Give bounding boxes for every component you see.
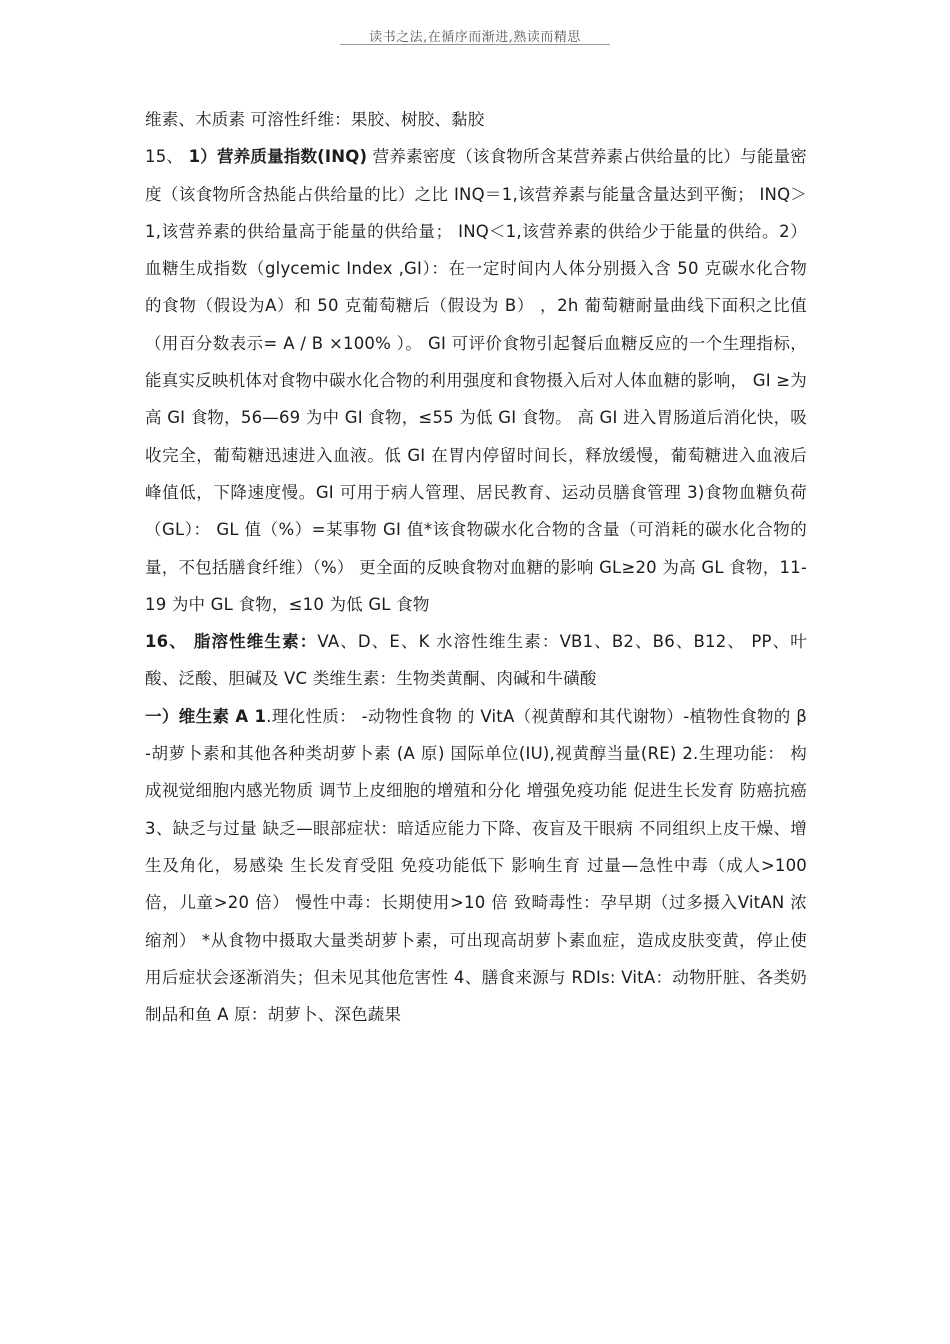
page-header-motto: 读书之法,在循序而渐进,熟读而精思 <box>369 30 581 45</box>
fat-soluble-heading: 16、 脂溶性维生素： <box>145 632 318 652</box>
paragraph-fiber <box>145 101 807 138</box>
paragraph-16-vitamins <box>145 623 807 698</box>
document-body <box>145 101 807 1033</box>
paragraph-vitamin-a <box>145 698 807 1034</box>
inq-gi-gl-text: 营养素密度（该食物所含某营养素占供给量的比）与能量密度（该食物所含热能占供给量的比）之比 INQ＝1,该营养素与能量含量达到平衡； INQ＞1,该营养素的供给量高于能量的供给量； INQ＜1,该营养素的供给少于能量的供给。2）血糖生成指数（glycemic Index ,GI）：在一定时间内人体分别摄入含 50 克碳水化合物的食物（假设为A）和 50 克葡萄糖后（假设为 B） ，2h 葡萄糖耐量曲线下面积之比值（用百分数表示= A / B ×100% ）。 GI 可评价食物引起餐后血糖反应的一个生理指标，能真实反映机体对食物中碳水化合物的利用强度和食物摄入后对人体血糖的影响， GI ≥为高 GI 食物，56—69 为中 GI 食物，≤55 为低 GI 食物。 高 GI 进入胃肠道后消化快，吸收完全，葡萄糖迅速进入血液。低 GI 在胃内停留时间长，释放缓慢，葡萄糖进入血液后峰值低，下降速度慢。GI 可用于病人管理、居民教育、运动员膳食管理 3)食物血糖负荷（GL）： GL 值（%）=某事物 GI 值*该食物碳水化合物的含量（可消耗的碳水化合物的量，不包括膳食纤维）（%） 更全面的反映食物对血糖的影响 GL≥20 为高 GL 食物，11-19 为中 GL 食物，≤10 为低 GL 食物 <box>145 147 807 614</box>
paragraph-15-inq-gi-gl <box>145 138 807 623</box>
vitamin-a-heading: 一）维生素 A 1 <box>145 706 267 726</box>
vitamins-classification-text: VA、D、E、K 水溶性维生素：VB1、B2、B6、B12、 PP、叶酸、泛酸、胆碱及 VC 类维生素：生物类黄酮、肉碱和牛磺酸 <box>145 632 807 689</box>
vitamin-a-text: .理化性质： -动物性食物 的 VitA（视黄醇和其代谢物）-植物性食物的 β -胡萝卜素和其他各种类胡萝卜素 (A 原) 国际单位(IU),视黄醇当量(RE) 2.生理功能： 构成视觉细胞内感光物质 调节上皮细胞的增殖和分化 增强免疫功能 促进生长发育 防癌抗癌 3、缺乏与过量 缺乏—眼部症状：暗适应能力下降、夜盲及干眼病 不同组织上皮干燥、增生及角化，易感染 生长发育受阻 免疫功能低下 影响生育 过量—急性中毒（成人>100 倍，儿童>20 倍） 慢性中毒：长期使用>10 倍 致畸毒性：孕早期（过多摄入VitAN 浓缩剂） *从食物中摄取大量类胡萝卜素，可出现高胡萝卜素血症，造成皮肤变黄，停止使用后症状会逐渐消失；但未见其他危害性 4、膳食来源与 RDIs: VitA：动物肝脏、各类奶制品和鱼 A 原：胡萝卜、深色蔬果 <box>145 706 807 1025</box>
inq-heading: 1）营养质量指数(INQ) <box>188 147 368 167</box>
item-15-number: 15、 <box>145 147 189 167</box>
fiber-text: 维素、木质素 可溶性纤维：果胶、树胶、黏胶 <box>145 110 485 129</box>
header-rule <box>340 44 610 45</box>
